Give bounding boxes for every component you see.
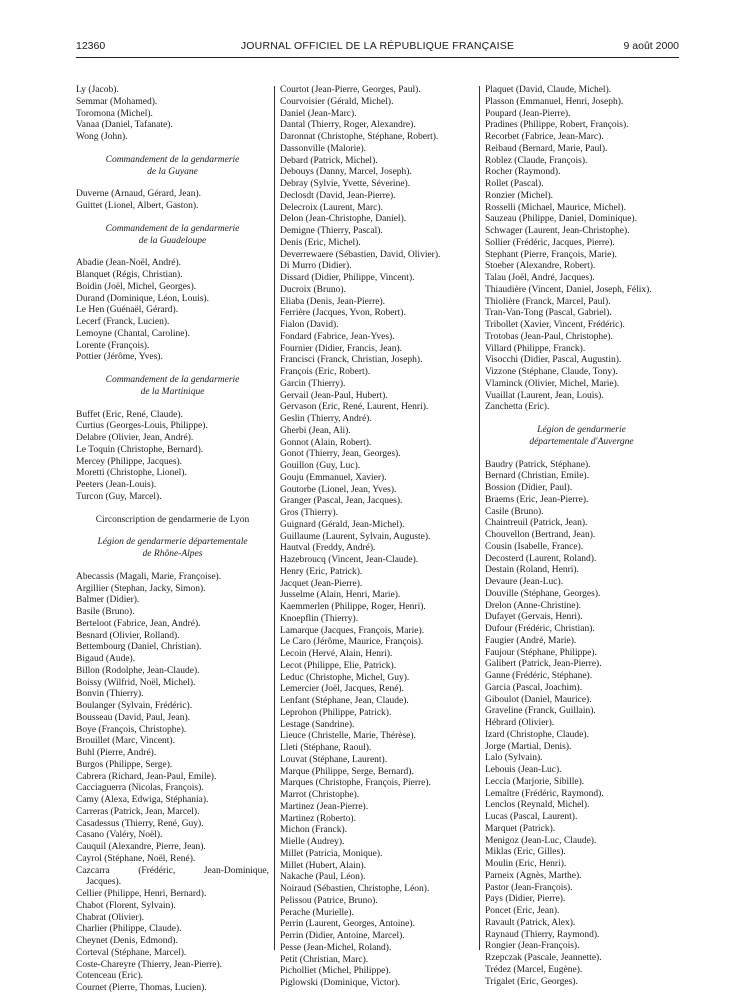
page-number: 12360: [76, 40, 106, 52]
name-entry: Lecot (Philippe, Elie, Patrick).: [280, 660, 397, 671]
name-entry: Faugier (André, Marie).: [485, 635, 577, 646]
name-entry: Lemaître (Frédéric, Raymond).: [485, 788, 604, 799]
page-header: [76, 40, 679, 56]
name-entry: Ly (Jacob).: [76, 85, 119, 95]
section-spacer: [76, 247, 269, 258]
name-entry: Zanchetta (Eric).: [485, 402, 550, 413]
name-entry: Chabrat (Olivier).: [76, 912, 145, 923]
name-entry: Martinez (Jean-Pierre).: [280, 801, 369, 812]
section-heading: départementale d'Auvergne: [529, 436, 634, 447]
name-entry: Eliaba (Denis, Jean-Pierre).: [280, 296, 385, 307]
name-entry: Bousseau (David, Paul, Jean).: [76, 712, 190, 723]
name-entry: Billon (Rodolphe, Jean-Claude).: [76, 665, 200, 676]
name-entry: Douville (Stéphane, Georges).: [485, 588, 601, 599]
name-entry: Cellier (Philippe, Henri, Bernard).: [76, 889, 207, 899]
name-entry: Roblez (Claude, François).: [485, 155, 588, 166]
column-1: [76, 85, 269, 995]
name-entry: Gherbi (Jean, Ali).: [280, 425, 351, 436]
section-spacer: [76, 213, 269, 224]
name-entry: Ronzier (Michel).: [485, 190, 554, 201]
name-entry: Jacquet (Jean-Pierre).: [280, 578, 363, 589]
circonscription-heading: Circonscription de gendarmerie de Lyon: [95, 514, 250, 525]
name-entry: Peeters (Jean-Louis).: [76, 480, 157, 490]
name-entry: Knoepflin (Thierry).: [280, 613, 359, 624]
name-entry: Toromona (Michel).: [76, 108, 153, 119]
name-entry: Cournet (Pierre, Thomas, Lucien).: [76, 983, 207, 993]
name-entry: Perrin (Didier, Antoine, Marcel).: [280, 931, 405, 941]
name-entry: Marquet (Patrick).: [485, 823, 556, 834]
name-entry: Gros (Thierry).: [280, 508, 339, 518]
name-entry: Cazcarra (Frédéric, Jean-Dominique,: [76, 865, 269, 876]
name-entry: Hazebroucq (Vincent, Jean-Claude).: [280, 555, 419, 565]
section-spacer: [76, 504, 269, 515]
name-entry: Fondard (Fabrice, Jean-Yves).: [280, 331, 395, 342]
name-entry: Lenclos (Reynald, Michel).: [485, 800, 590, 811]
name-entry: Baudry (Patrick, Stéphane).: [485, 459, 591, 470]
name-entry: Recorbet (Fabrice, Jean-Marc).: [485, 132, 604, 142]
issue-date: 9 août 2000: [623, 40, 679, 52]
name-entry: Braems (Eric, Jean-Pierre).: [485, 494, 589, 505]
name-entry: Basile (Bruno).: [76, 607, 135, 617]
name-entry: Millet (Patricia, Monique).: [280, 848, 383, 859]
name-entry: Courtot (Jean-Pierre, Georges, Paul).: [280, 85, 421, 95]
name-entry: Lieuce (Christelle, Marie, Thérèse).: [280, 731, 416, 742]
name-entry: Destain (Roland, Henri).: [485, 565, 579, 576]
name-entry: Ferrière (Jacques, Yvon, Robert).: [280, 308, 406, 319]
name-entry: Lalo (Sylvain).: [485, 753, 543, 764]
name-entry: Courvoisier (Gérald, Michel).: [280, 96, 394, 107]
name-entry: Noiraud (Sébastien, Christophe, Léon).: [280, 884, 430, 894]
name-entry: Schwager (Laurent, Jean-Christophe).: [485, 226, 630, 236]
name-entry: Besnard (Olivier, Rolland).: [76, 630, 180, 641]
column-divider: [274, 86, 275, 950]
name-entry: Denis (Eric, Michel).: [280, 237, 361, 248]
name-entry: Gervail (Jean-Paul, Hubert).: [280, 390, 388, 401]
name-entry: Duverne (Arnaud, Gérard, Jean).: [76, 189, 202, 200]
name-entry: Perrin (Laurent, Georges, Antoine).: [280, 919, 415, 930]
name-entry: Brouillet (Marc, Vincent).: [76, 736, 175, 747]
name-entry: Semmar (Mohamed).: [76, 96, 158, 107]
name-entry: Plaquet (David, Claude, Michel).: [485, 85, 612, 95]
name-entry: Dissard (Didier, Philippe, Vincent).: [280, 273, 415, 283]
name-entry: Hébrard (Olivier).: [485, 718, 555, 728]
name-entry: Rocher (Raymond).: [485, 167, 561, 178]
name-entry: Delabre (Olivier, Jean, André).: [76, 433, 194, 443]
name-entry: Sauzeau (Philippe, Daniel, Dominique).: [485, 214, 637, 225]
column-divider: [479, 86, 480, 950]
name-entry: Picholliet (Michel, Philippe).: [280, 966, 391, 977]
name-entry: Dufayet (Gervais, Henri).: [485, 612, 583, 623]
name-entry: Garcia (Pascal, Joachim).: [485, 682, 583, 693]
name-entry: Devaure (Jean-Luc).: [485, 577, 564, 587]
name-entry: Fournier (Didier, Francis, Jean).: [280, 343, 403, 354]
name-entry: Daronnat (Christophe, Stéphane, Robert).: [280, 132, 439, 142]
section-heading: de la Martinique: [140, 386, 205, 397]
section-heading: Commandement de la gendarmerie: [105, 154, 240, 165]
name-entry: Gervason (Eric, René, Laurent, Henri).: [280, 402, 429, 413]
name-entry: Drelon (Anne-Christine).: [485, 600, 582, 611]
name-entry: Cayrol (Stéphane, Noël, René).: [76, 853, 196, 864]
section-spacer: [76, 399, 269, 410]
name-entry: Moretti (Christophe, Lionel).: [76, 468, 187, 479]
name-entry: Nakache (Paul, Léon).: [280, 872, 366, 883]
section-spacer: [485, 449, 678, 460]
name-entry: Durand (Dominique, Léon, Louis).: [76, 293, 209, 304]
name-entry: Talau (Joël, André, Jacques).: [485, 273, 595, 283]
name-entry: Coste-Chareyre (Thierry, Jean-Pierre).: [76, 959, 223, 970]
name-entry: Trédez (Marcel, Eugène).: [485, 964, 583, 975]
section-heading: de la Guadeloupe: [138, 235, 207, 246]
name-entry: Giboulot (Daniel, Maurice).: [485, 694, 592, 705]
name-entry: Guillaume (Laurent, Sylvain, Auguste).: [280, 531, 431, 542]
name-entry: Villard (Philippe, Franck).: [485, 343, 586, 354]
name-entry: Reibaud (Bernard, Marie, Paul).: [485, 143, 608, 154]
name-entry: Trigalet (Eric, Georges).: [485, 976, 578, 987]
name-entry: Pottier (Jérôme, Yves).: [76, 352, 163, 363]
name-entry: Jusselme (Alain, Henri, Marie).: [280, 590, 401, 601]
name-entry: Blanquet (Régis, Christian).: [76, 270, 183, 280]
name-entry: Daniel (Jean-Marc).: [280, 108, 357, 119]
name-entry: Cousin (Isabelle, France).: [485, 541, 584, 552]
name-entry: Dassonville (Malorie).: [280, 143, 367, 154]
name-entry: Garcin (Thierry).: [280, 378, 346, 389]
name-entry: Casile (Bruno).: [485, 506, 544, 517]
name-entry: Rollet (Pascal).: [485, 179, 544, 189]
name-entry: Gonot (Thierry, Jean, Georges).: [280, 449, 401, 460]
section-heading: de Rhône-Alpes: [142, 549, 203, 559]
name-entry: Menigoz (Jean-Luc, Claude).: [485, 835, 597, 846]
name-entry: Rosselli (Michael, Maurice, Michel).: [485, 202, 626, 213]
name-entry: Le Caro (Jérôme, Maurice, François).: [280, 637, 424, 648]
name-entry: Lenfant (Stéphane, Jean, Claude).: [280, 696, 409, 706]
name-entry: Rzepczak (Pascale, Jeannette).: [485, 953, 602, 963]
name-entry: Mielle (Audrey).: [280, 837, 345, 847]
name-entry: Stoeber (Alexandre, Robert).: [485, 261, 596, 272]
name-entry: Miklas (Eric, Gilles).: [485, 847, 566, 858]
section-heading: Commandement de la gendarmerie: [105, 223, 240, 234]
name-entry: Chouvellon (Bertrand, Jean).: [485, 530, 596, 540]
name-entry: Marrot (Christophe).: [280, 790, 360, 800]
section-spacer: [76, 144, 269, 155]
name-entry: Chaintreuil (Patrick, Jean).: [485, 518, 588, 529]
name-entry: Cotenceau (Eric).: [76, 971, 143, 982]
name-entry: Delecroix (Laurent, Marc).: [280, 202, 383, 213]
name-entry: Lleti (Stéphane, Raoul).: [280, 743, 372, 753]
name-entry: Di Murro (Didier).: [280, 261, 352, 272]
name-entry: Cacciaguerra (Nicolas, François).: [76, 783, 204, 794]
name-entry: Gouju (Emmanuel, Xavier).: [280, 472, 387, 483]
name-entry: Gonnot (Alain, Robert).: [280, 437, 372, 448]
name-entry: Stephant (Pierre, François, Marie).: [485, 249, 617, 260]
name-entry: Boulanger (Sylvain, Frédéric).: [76, 701, 193, 711]
name-entry: Leprohon (Philippe, Patrick).: [280, 707, 392, 718]
column-3: [485, 85, 678, 988]
name-entry: Vizzone (Stéphane, Claude, Tony).: [485, 367, 618, 377]
name-entry: Goutorbe (Lionel, Jean, Yves).: [280, 484, 397, 495]
name-entry: Abecassis (Magali, Marie, Françoise).: [76, 571, 222, 582]
name-entry: Sollier (Frédéric, Jacques, Pierre).: [485, 237, 615, 248]
name-entry: Carreras (Patrick, Jean, Marcel).: [76, 806, 200, 817]
name-entry: Argillier (Stephan, Jacky, Simon).: [76, 583, 206, 594]
name-entry: Lebouis (Jean-Luc).: [485, 765, 562, 775]
name-entry: Marques (Christophe, François, Pierre).: [280, 778, 431, 789]
name-entry: Parneix (Agnès, Marthe).: [485, 870, 582, 881]
name-entry: Piglowski (Dominique, Victor).: [280, 978, 401, 988]
section-heading: Commandement de la gendarmerie: [105, 375, 240, 385]
column-2: [280, 85, 473, 990]
name-entry: Boidin (Joël, Michel, Georges).: [76, 281, 197, 292]
name-entry: Hautval (Freddy, André).: [280, 543, 376, 554]
name-entry: Charlier (Philippe, Claude).: [76, 924, 182, 935]
name-entry: Ducroix (Bruno).: [280, 284, 346, 295]
name-entry: Chabot (Florent, Sylvain).: [76, 900, 176, 911]
name-entry: Demigne (Thierry, Pascal).: [280, 226, 383, 236]
name-entry: Bernard (Christian, Emile).: [485, 471, 589, 482]
name-entry: Pelissou (Patrice, Bruno).: [280, 895, 378, 906]
name-entry: Plasson (Emmanuel, Henri, Joseph).: [485, 96, 624, 107]
name-entry: Casano (Valéry, Noël).: [76, 830, 163, 841]
name-entry: Turcon (Guy, Marcel).: [76, 491, 162, 502]
name-entry: Vanaa (Daniel, Tafanate).: [76, 120, 173, 131]
section-heading: Légion de gendarmerie départementale: [97, 537, 248, 548]
name-entry: Galibert (Patrick, Jean-Pierre).: [485, 659, 602, 670]
section-spacer: [76, 561, 269, 572]
name-entry: Burgos (Philippe, Serge).: [76, 759, 173, 770]
name-entry: Thiaudière (Vincent, Daniel, Joseph, Félix).: [485, 284, 652, 295]
name-entry: Perache (Murielle).: [280, 907, 354, 918]
name-entry: Pesse (Jean-Michel, Roland).: [280, 942, 392, 953]
name-entry: Buffet (Eric, René, Claude).: [76, 409, 183, 420]
section-heading: de la Guyane: [147, 166, 198, 177]
name-entry: Henry (Eric, Patrick).: [280, 566, 363, 577]
journal-title: JOURNAL OFFICIEL DE LA RÉPUBLIQUE FRANÇAISE: [240, 40, 515, 52]
name-entry: Lamarque (Jacques, François, Marie).: [280, 625, 425, 636]
name-entry: Lemercier (Joël, Jacques, René).: [280, 684, 404, 695]
name-entry: Jorge (Martial, Denis).: [485, 741, 572, 752]
name-entry: Pradines (Philippe, Robert, François).: [485, 120, 629, 131]
name-entry: Fialon (David).: [280, 320, 339, 330]
name-entry: Bettembourg (Daniel, Christian).: [76, 642, 202, 653]
name-entry: Dufour (Frédéric, Christian).: [485, 624, 595, 634]
name-entry: Pays (Didier, Pierre).: [485, 894, 566, 905]
name-entry: Granger (Pascal, Jean, Jacques).: [280, 496, 403, 507]
section-spacer: [76, 178, 269, 189]
name-entry: Delon (Jean-Christophe, Daniel).: [280, 214, 407, 225]
name-entry: Lecerf (Franck, Lucien).: [76, 317, 170, 327]
name-entry: Poncet (Eric, Jean).: [485, 906, 560, 916]
name-entry: Debard (Patrick, Michel).: [280, 155, 378, 166]
name-entry: Boissy (Wilfrid, Noël, Michel).: [76, 677, 196, 688]
name-entry: Bossion (Didier, Paul).: [485, 483, 573, 493]
name-entry: Francisci (Franck, Christian, Joseph).: [280, 355, 423, 366]
name-entry: Tribollet (Xavier, Vincent, Frédéric).: [485, 320, 625, 330]
name-entry: Lucas (Pascal, Laurent).: [485, 812, 578, 822]
name-entry: Millet (Hubert, Alain).: [280, 860, 367, 871]
name-entry: Corteval (Stéphane, Marcel).: [76, 947, 187, 958]
section-spacer: [76, 364, 269, 375]
name-entry: Martinez (Roberto).: [280, 813, 356, 824]
name-entry: Rongier (Jean-François).: [485, 941, 580, 952]
name-entry: Visocchi (Didier, Pascal, Augustin).: [485, 355, 622, 366]
name-entry: Ravault (Patrick, Alex).: [485, 917, 576, 928]
name-entry: Abadie (Jean-Noël, André).: [76, 258, 181, 269]
name-entry: Lorente (François).: [76, 340, 150, 351]
section-heading: Légion de gendarmerie: [537, 425, 626, 435]
name-entry: Leccia (Marjorie, Sibille).: [485, 776, 585, 787]
name-entry: Guignard (Gérald, Jean-Michel).: [280, 519, 405, 530]
name-entry: Debray (Sylvie, Yvette, Séverine).: [280, 179, 411, 189]
header-rule: [76, 57, 679, 58]
name-entry: Le Toquin (Christophe, Bernard).: [76, 444, 204, 455]
name-entry: Lestage (Sandrine).: [280, 719, 355, 730]
name-entry: Louvat (Stéphane, Laurent).: [280, 754, 388, 765]
name-entry: Balmer (Didier).: [76, 595, 140, 606]
section-spacer: [76, 526, 269, 537]
name-entry: Cabrera (Richard, Jean-Paul, Emile).: [76, 771, 217, 782]
name-entry: Thiolière (Franck, Marcel, Paul).: [485, 296, 611, 307]
name-entry: Trotobas (Jean-Paul, Christophe).: [485, 331, 613, 342]
name-entry: Raynaud (Thierry, Raymond).: [485, 929, 600, 940]
name-entry: Decosterd (Laurent, Roland).: [485, 553, 597, 564]
name-entry-continuation: Jacques).: [86, 877, 122, 888]
name-entry: Wong (John).: [76, 132, 128, 142]
name-entry: Geslin (Thierry, André).: [280, 414, 372, 424]
name-entry: Kaemmerlen (Philippe, Roger, Henri).: [280, 602, 426, 612]
name-entry: Deverrewaere (Sébastien, David, Olivier).: [280, 249, 441, 260]
name-entry: Dantal (Thierry, Roger, Alexandre).: [280, 120, 416, 131]
name-entry: Casadessus (Thierry, René, Guy).: [76, 818, 204, 829]
name-entry: Izard (Christophe, Claude).: [485, 729, 589, 740]
section-spacer: [485, 414, 678, 425]
name-entry: Faujour (Stéphane, Philippe).: [485, 647, 597, 658]
name-entry: Declosdt (David, Jean-Pierre).: [280, 190, 396, 201]
name-entry: Graveline (Franck, Guillain).: [485, 706, 596, 717]
name-entry: Poupard (Jean-Pierre).: [485, 108, 571, 119]
name-entry: Bonvin (Thierry).: [76, 689, 144, 700]
name-entry: Debouys (Danny, Marcel, Joseph).: [280, 167, 412, 178]
name-entry: Ganne (Frédéric, Stéphane).: [485, 671, 593, 681]
name-entry: Petit (Christian, Marc).: [280, 954, 369, 965]
name-entry: Michon (Franck).: [280, 825, 348, 836]
name-entry: Berteloot (Fabrice, Jean, André).: [76, 618, 201, 629]
name-entry: Tran-Van-Tong (Pascal, Gabriel).: [485, 308, 612, 319]
name-entry: Vuaillat (Laurent, Jean, Louis).: [485, 390, 604, 401]
name-entry: Cheynet (Denis, Edmond).: [76, 936, 178, 946]
name-entry: Pastor (Jean-François).: [485, 882, 573, 893]
name-entry: Lemoyne (Chantal, Caroline).: [76, 328, 190, 339]
name-entry: Vlaminck (Olivier, Michel, Marie).: [485, 378, 620, 389]
name-entry: Mercey (Philippe, Jacques).: [76, 456, 183, 467]
name-entry: Le Hen (Guénaël, Gérard).: [76, 305, 179, 316]
name-entry: Boye (François, Christophe).: [76, 724, 187, 735]
name-entry: Buhl (Pierre, André).: [76, 748, 157, 758]
name-entry: Moulin (Eric, Henri).: [485, 859, 567, 869]
name-entry: Gouillon (Guy, Luc).: [280, 461, 361, 471]
name-entry: François (Eric, Robert).: [280, 367, 371, 377]
name-entry: Leduc (Christophe, Michel, Guy).: [280, 672, 410, 683]
name-entry: Bigaud (Aude).: [76, 654, 136, 664]
name-entry: Camy (Alexa, Edwiga, Stéphania).: [76, 795, 209, 805]
name-entry: Lecoin (Hervé, Alain, Henri).: [280, 649, 393, 659]
name-entry: Cauquil (Alexandre, Pierre, Jean).: [76, 842, 206, 852]
name-entry: Curtius (Georges-Louis, Philippe).: [76, 421, 208, 432]
name-entry: Guittet (Lionel, Albert, Gaston).: [76, 201, 199, 211]
name-entry: Marque (Philippe, Serge, Bernard).: [280, 766, 414, 777]
